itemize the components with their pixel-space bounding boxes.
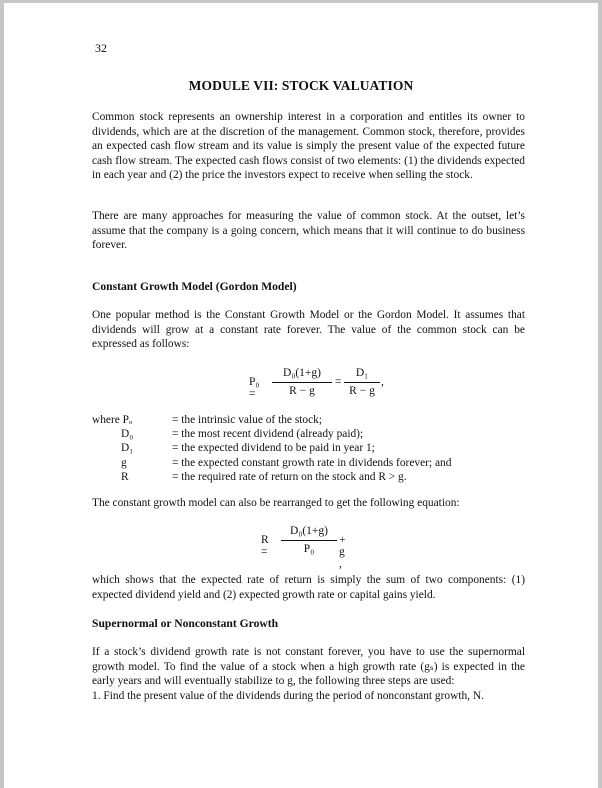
equation-denominator-2: R − g: [349, 385, 375, 397]
rearranged-paragraph: The constant growth model can also be rearranged to get the following equation:: [92, 497, 460, 509]
definition-symbol: R: [121, 470, 129, 483]
equation-denominator-1: R − g: [289, 385, 315, 397]
equation-numerator-1: D₀(1+g): [283, 367, 321, 379]
definition-text: = the most recent dividend (already paid);: [172, 428, 364, 441]
equation-equals: =: [335, 376, 342, 388]
definition-text: = the intrinsic value of the stock;: [172, 414, 323, 426]
document-page: [4, 3, 598, 788]
fraction-bar-2: [344, 382, 380, 383]
equation2-tail: + g ,: [339, 534, 346, 570]
definition-symbol: D₀: [121, 428, 134, 441]
intro-paragraph: Common stock represents an ownership interest in a corporation and entitles its owner to dividends, which are at the discretion of the management. Common stock, therefore, provides an expected cash flow stream and its value is simply the present value of the expected future cash flow stream. The expected cash flows consist of two elements: (1) the dividends expected in each year and (2) the price the investors expect to receive when selling the stock.: [92, 111, 525, 182]
supernormal-heading: Supernormal or Nonconstant Growth: [92, 617, 279, 630]
components-paragraph: which shows that the expected rate of return is simply the sum of two components: (1) expected dividend yield and (2) expected growth rate or capital gains yield.: [92, 574, 525, 601]
definition-symbol: g: [121, 456, 127, 469]
equation-numerator-2: D₁: [355, 367, 369, 379]
definition-symbol: where Pₒ: [92, 414, 133, 426]
step-item: 1. Find the present value of the dividends during the period of nonconstant growth, N.: [92, 690, 484, 702]
definition-text: = the required rate of return on the stock and R > g.: [172, 470, 407, 483]
equation-lhs: P₀ =: [249, 376, 260, 400]
supernormal-paragraph: If a stock’s dividend growth rate is not constant forever, you have to use the supernormal growth model. To find the value of a stock when a high growth rate (gₛ) is expected in the early years and will eventually stabilize to g, the following three steps are used:: [92, 646, 525, 688]
definition-symbol: D₁: [121, 442, 134, 455]
fraction-bar-3: [281, 540, 337, 541]
page-number: 32: [95, 41, 107, 55]
page-title: MODULE VII: STOCK VALUATION: [188, 78, 414, 93]
equation2-numerator: D₀(1+g): [290, 525, 328, 537]
gordon-paragraph: One popular method is the Constant Growth Model or the Gordon Model. It assumes that dividends will grow at a constant rate forever. The value of the common stock can be expressed as follows:: [92, 309, 525, 351]
approaches-paragraph: There are many approaches for measuring the value of common stock. At the outset, let’s assume that the company is a going concern, which means that it will continue to do business forever.: [92, 210, 525, 252]
equation2-denominator: P₀: [303, 543, 315, 555]
fraction-bar-1: [272, 382, 332, 383]
definition-text: = the expected constant growth rate in dividends forever; and: [172, 456, 452, 469]
equation-comma: ,: [381, 376, 384, 388]
constant-growth-heading: Constant Growth Model (Gordon Model): [92, 280, 297, 293]
equation2-lhs: R =: [261, 534, 269, 558]
definition-text: = the expected dividend to be paid in year 1;: [172, 442, 375, 455]
